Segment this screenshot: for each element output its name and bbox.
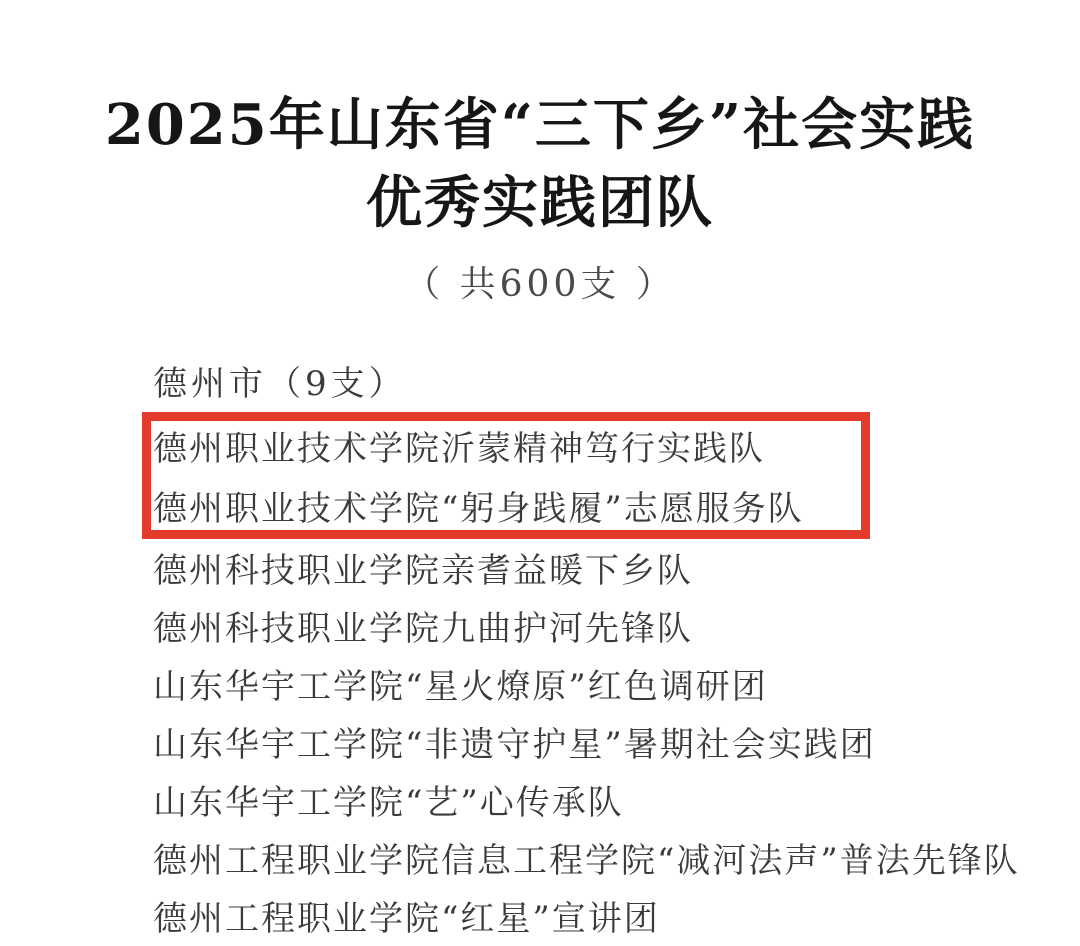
team-list-item: 山东华宇工学院“艺”心传承队 [153, 783, 624, 823]
team-list-item: 德州工程职业学院信息工程学院“减河法声”普法先锋队 [153, 841, 1020, 881]
highlighted-team-item: 德州职业技术学院沂蒙精神笃行实践队 [153, 429, 765, 469]
document-title-line2: 优秀实践团队 [366, 170, 714, 236]
highlight-annotation-box [142, 412, 870, 539]
team-list-item: 德州科技职业学院九曲护河先锋队 [153, 609, 693, 649]
city-section-header: 德州市（9支） [153, 364, 407, 404]
document-title [0, 86, 1080, 242]
document-title-line1: 2025年山东省“三下乡”社会实践 [104, 92, 976, 158]
highlighted-team-item: 德州职业技术学院“躬身践履”志愿服务队 [153, 489, 804, 529]
document-subtitle-team-count: （ 共600支 ） [404, 264, 676, 305]
team-list-item: 德州工程职业学院“红星”宣讲团 [153, 899, 660, 939]
team-list-item: 德州科技职业学院亲耆益暖下乡队 [153, 551, 693, 591]
team-list-item: 山东华宇工学院“星火燎原”红色调研团 [153, 667, 768, 707]
team-rows [153, 553, 1020, 937]
team-list-item: 山东华宇工学院“非遗守护星”暑期社会实践团 [153, 725, 876, 765]
team-list [153, 366, 1020, 937]
document-page [0, 86, 1080, 946]
